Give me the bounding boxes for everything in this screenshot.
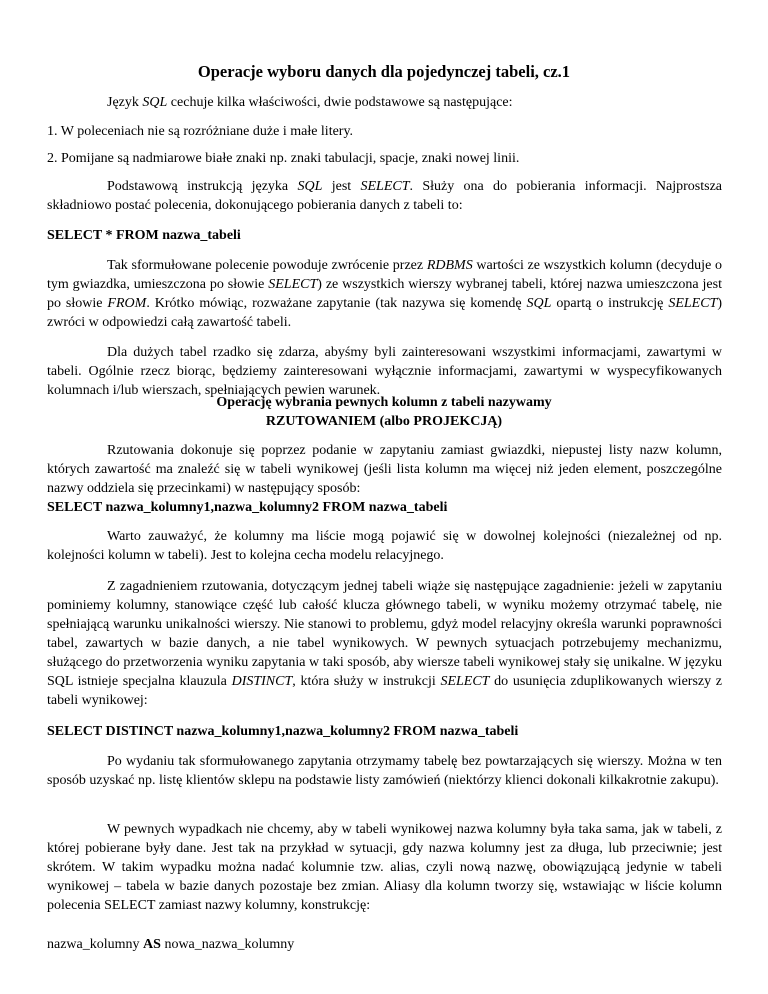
text: jest [322,179,361,194]
term-sql: SQL [526,296,552,311]
paragraph-distinct-result: Po wydaniu tak sformułowanego zapytania otrzymamy tabelę bez powtarzających się wierszy. Można w ten sposób uzyskać np. listę klientów sklepu na podstawie listy zamówień (niektórzy klienci dokonali kilkakrotnie zakupu). [47,754,722,788]
text: cechuje kilka właściwości, dwie podstawowe są następujące: [167,95,513,110]
paragraph-projection: Rzutowania dokonuje się poprzez podanie w zapytaniu zamiast gwiazdki, niepustej listy nazw kolumn, których zawartość ma znaleźć się w tabeli wynikowej (jeśli lista kolumn ma więcej niż jeden element, poszczególne nazwy oddziela się przecinkami) w następujący sposób: [47,443,722,496]
code-select-distinct: SELECT DISTINCT nazwa_kolumny1,nazwa_kolumny2 FROM nazwa_tabeli [47,724,519,739]
paragraph-select-intro [47,177,722,215]
document-title: Operacje wyboru danych dla pojedynczej tabeli, cz.1 [197,62,571,81]
code-alias [47,935,722,954]
text: Język [107,95,143,110]
paragraph-aliases: W pewnych wypadkach nie chcemy, aby w tabeli wynikowej nazwa kolumny była taka sama, jak w tabeli, z której pobierane były dane. Jest tak na przykład w sytuacji, gdy nazwa kolumny jest za długa, lub przeciwnie; jest skrótem. W takim wypadku można nadać kolumnie tzw. alias, czyli nową nazwę, obowiązującą jedynie w tabeli wynikowej – tabela w bazie danych pozostaje bez zmian. Aliasy dla kolumn tworzy się, wstawiając w liście kolumn polecenia SELECT zamiast nazwy kolumny, konstrukcję: [47,822,722,913]
term-select: SELECT [268,277,318,292]
keyword-as: AS [143,937,161,952]
term-sql: SQL [297,179,323,194]
heading-line-1: Operację wybrania pewnych kolumn z tabeli nazywamy [216,395,552,410]
term-select: SELECT [440,674,490,689]
list-item-1: 1. W poleceniach nie są rozróżniane duże i małe litery. [47,124,354,139]
term-from: FROM [107,296,147,311]
paragraph-column-order: Warto zauważyć, że kolumny ma liście mogą pojawić się w dowolnej kolejności (niezależnej od np. kolejności kolumn w tabeli). Jest to kolejna cecha modelu relacyjnego. [47,529,722,563]
code-select-all: SELECT * FROM nazwa_tabeli [47,228,241,243]
section-heading [0,393,768,431]
text: ) ze wszystkich wierszy wybranej tabeli, której nazwa umieszczona jest po słowie [47,277,722,311]
term-select: SELECT [668,296,718,311]
heading-line-2: RZUTOWANIEM (albo PROJEKCJĄ) [265,414,503,429]
text: , która służy w instrukcji [292,674,441,689]
text: Tak sformułowane polecenie powoduje zwrócenie przez [107,258,427,273]
text: wartości ze wszystkich kolumn (decyduje o tym gwiazdka, umieszczona po słowie [47,258,722,292]
term-sql: SQL [142,95,168,110]
text: do usunięcia zduplikowanych wierszy z tabeli wynikowej: [47,674,722,708]
paragraph-select-explanation [47,256,722,332]
term-select: SELECT [360,179,410,194]
list-item-2: 2. Pomijane są nadmiarowe białe znaki np. znaki tabulacji, spacje, znaki nowej linii. [47,151,520,166]
paragraph-large-tables: Dla dużych tabel rzadko się zdarza, abyśmy byli zainteresowani wszystkimi informacjami, zawartymi w tabeli. Ogólnie rzecz biorąc, będziemy zainteresowani wyłącznie informacjami, zawartymi w wyspecyfikowanych kolumnach i/lub wierszach, spełniających pewien warunek. [47,345,722,398]
text: nazwa_kolumny [47,937,144,952]
text: . Krótko mówiąc, rozważane zapytanie (tak nazywa się komendę [146,296,527,311]
term-rdbms: RDBMS [426,258,473,273]
text: opartą o instrukcję [551,296,669,311]
text: Podstawową instrukcją języka [107,179,298,194]
text: nowa_nazwa_kolumny [160,937,295,952]
code-select-columns: SELECT nazwa_kolumny1,nazwa_kolumny2 FROM nazwa_tabeli [47,500,448,515]
text: ) zwróci w odpowiedzi całą zawartość tabeli. [47,296,723,330]
paragraph-distinct [47,577,722,710]
term-distinct: DISTINCT [231,674,293,689]
intro-paragraph [47,93,722,112]
text: . Służy ona do pobierania informacji. Najprostsza składniowo postać polecenia, dokonującego pobierania danych z tabeli to: [47,179,723,213]
text: Z zagadnieniem rzutowania, dotyczącym jednej tabeli wiąże się następujące zagadnienie: jeżeli w zapytaniu pominiemy kolumny, stanowiące część lub całość klucza głównego tabeli, w wyniku możemy otrzymać tabelę, nie spełniającą warunku unikalności wierszy. Nie stanowi to problemu, gdyż model relacyjny określa warunki poprawności tabel, zawartych w bazie danych, a nie tabel wynikowych. W pewnych sytuacjach potrzebujemy mechanizmu, służącego do przetworzenia wyniku zapytania w taki sposób, aby wiersze tabeli wynikowej stały się unikalne. W języku SQL istnieje specjalna klauzula [47,579,722,689]
